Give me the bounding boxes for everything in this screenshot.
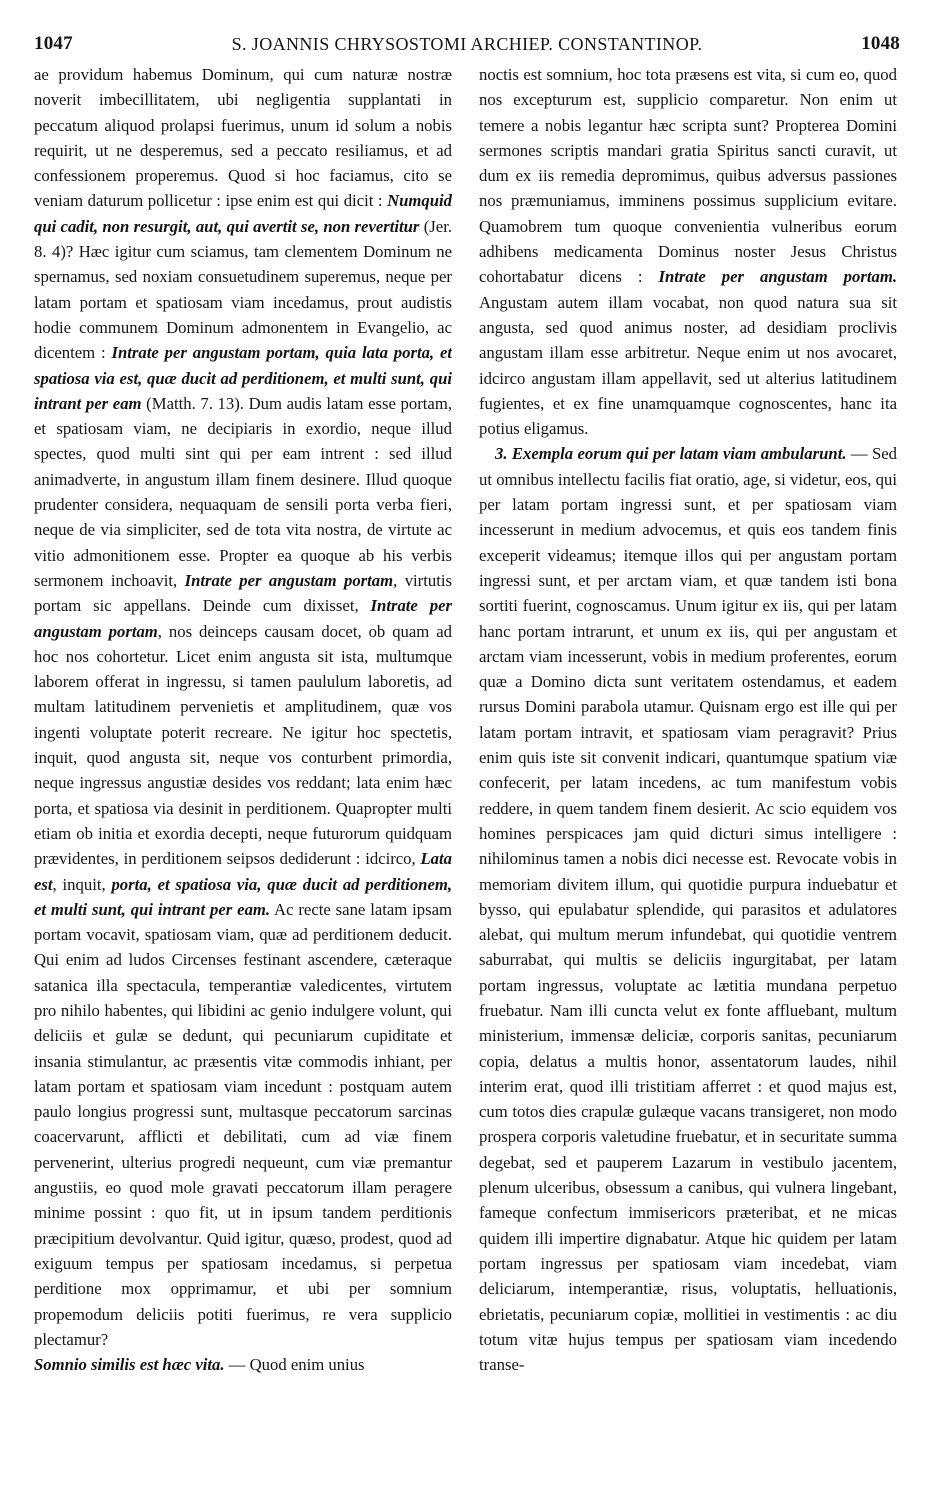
text-run: Angustam autem illam vocabat, non quod natura sua sit angusta, sed quod animus noster, ad desidiam proclivis angustam illam esse arbitretur. Neque enim ut nos avocaret, idcirco angustam illam appellavit, sed ut alterius latitudinem fugientes, et ex fine unamquamque cognoscentes, hanc ita potius eligamus.	[479, 292, 897, 439]
text-run: (Matth. 7. 13). Dum audis latam esse portam, et spatiosam viam, ne decipiaris in exordio, neque illud spectes, quod multi sint qui per eam intrent : sed illud animadverte, in angustum illam finem desinere. Illud quoque prudenter considera, nequaquam de sensili porta verba fieri, neque de via simpliciter, sed de tota vita nostra, de virtute ac vitio admonitionem esse. Propter ea quoque ab his verbis sermonem inchoavit,	[34, 393, 452, 590]
text-run: — Sed ut omnibus intellectu facilis fiat oratio, age, si videtur, eos, qui per latam portam ingressi sunt, et per spatiosam viam incesserunt in medium advocemus, et quis eos tandem finis exceperit videamus; itemque illos qui per angustam portam ingressi sunt, et per arctam viam, et quæ tandem isti bona sortiti fuerint, cognoscamus. Unum igitur ex iis, qui per latam hanc portam intrarunt, et unum ex iis, qui per angustam et arctam viam incesserunt, vobis in medium proferentes, eorum quæ a Domino dicta sunt veritatem ostendamus, et eadem rursus Domini parabola utamur. Quisnam ergo est ille qui per latam portam intravit, et spatiosam viam peragravit? Prius enim quis iste sit convenit indicari, quantumque spatium viæ confecerit, per latam incedens, ac tum manifestum vobis reddere, in quem tandem finem desierit. Ac scio equidem vos homines perspicaces jam quid dicturi simus intelligere : nihilominus tamen a nobis dici necesse est. Revocate vobis in memoriam divitem illum, qui quotidie purpura induebatur et bysso, qui epulabatur splendide, qui parasitos et adulatores alebat, qui multum merum infundebat, qui quotidie ventrem saburrabat, qui multis se deliciis ingurgitabat, per latam portam ingressus, voluptate ac lætitia mundana perpetuo fruebatur. Nam illi cuncta velut ex fonte affluebant, multum ministerium, immensæ deliciæ, corporis sanitas, pecuniarum copia, delatus a multis honor, assentatorum laudes, nihil interim erat, quod illi tristitiam afferret : et quod majus est, cum totos dies crapulæ gulæque vacans transigeret, non modo prospera corporis valetudine fruebatur, et in securitate summa degebat, sed et pauperem Lazarum in vestibulo jacentem, plenum ulceribus, obsessum a canibus, qui vulnera lingebant, fameque confectum immisericors præteribat, et ne micas quidem illi impertire dignabatur. Atque hic quidem per latam portam ingressus per spatiosam viam incedebat, viam deliciarum, intemperantiæ, risus, voluptatis, helluationis, ebrietatis, pecuniarum copiæ, mollitiei in vestimentis : ac diu totum vitæ hujus tempus per spatiosam viam incedendo transe-	[479, 444, 897, 1375]
section-heading: Somnio similis est hæc vita.	[34, 1355, 225, 1375]
left-paragraph-1	[34, 62, 452, 1352]
running-title: S. JOANNIS CHRYSOSTOMI ARCHIEP. CONSTANTINOP.	[231, 33, 703, 54]
scripture-quote: Intrate per angustam portam	[34, 596, 452, 641]
right-paragraph-2	[479, 441, 897, 1377]
scripture-quote: Intrate per angustam portam.	[658, 267, 897, 287]
text-run: Ac recte sane latam ipsam portam vocavit, spatiosam viam, quæ ad perditionem deducit. Qui enim ad ludos Circenses festinant ascendere, cæteraque satanica illa spectacula, temperantiæ valedicentes, virtutem pro nihilo habentes, qui libidini ac genio indulgere volunt, qui deliciis et gulæ se dedunt, qui pecuniarum cupiditate et insania stimulantur, ac præsentis vitæ commodis inhiant, per latam portam et spatiosam viam incedunt : postquam autem paulo longius progressi sunt, multasque peccatorum sarcinas coacervarunt, afflicti et debilitati, cum ad viæ finem pervenerint, ulterius progredi nequeunt, cum viæ premantur angustiis, eo quod mole gravati peccatorum illam peragere minime possint : quo fit, ut in ipsum tandem perditionis præcipitium devolvantur. Quid igitur, quæso, prodest, quod ad exiguum tempus per spatiosam incedamus, si perpetua perditione mox opprimamur, et ubi per somnium propemodum deliciis potiti fuerimus, re vera supplicio plectamur?	[34, 899, 452, 1349]
left-column	[34, 62, 452, 1494]
left-paragraph-2	[34, 1352, 452, 1377]
right-column	[479, 62, 897, 1494]
text-run: noctis est somnium, hoc tota præsens est vita, si cum eo, quod nos excepturum est, supplicio comparetur. Non enim ut temere a nobis legantur hæc scripta sunt? Propterea Domini sermones scriptis mandari gratia Spiritus sancti curavit, ut dum ex iis remedia depromimus, quibus adversus passiones nos præmuniamus, imminens possimus supplicium evitare. Quamobrem tum quoque convenientia vulneribus eorum adhibens medicamenta Dominus noster Jesus Christus cohortabatur dicens :	[479, 65, 897, 287]
text-run: ae providum habemus Dominum, qui cum naturæ nostræ noverit imbecillitatem, ubi negligentia supplantati in peccatum aliquod prolapsi fuerimus, unum id solum a nobis requirit, ut ne desperemus, sed a peccato resiliamus, et ad confessionem properemus. Quod si hoc faciamus, cito se veniam daturum pollicetur : ipse enim est qui dicit :	[34, 65, 452, 211]
right-paragraph-1	[479, 62, 897, 441]
section-heading: 3. Exempla eorum qui per latam viam ambularunt.	[495, 444, 847, 464]
scripture-quote: porta, et spatiosa via, quæ ducit ad perditionem, et multi sunt, qui intrant per eam.	[34, 874, 452, 919]
text-run: , virtutis portam sic appellans. Deinde cum dixisset,	[34, 570, 452, 616]
page-number-right: 1048	[861, 33, 900, 54]
scripture-quote: Numquid qui cadit, non resurgit, aut, qui avertit se, non revertitur	[34, 191, 452, 236]
scripture-quote: Intrate per angustam portam	[184, 570, 394, 590]
text-run: — Quod enim unius	[224, 1355, 365, 1375]
scripture-quote: Lata est	[34, 849, 452, 894]
text-run: (Jer. 8. 4)? Hæc igitur cum sciamus, tam clementem Dominum ne spernamus, sed noxiam consuetudinem superemus, neque per latam portam et spatiosam viam incedamus, prout audistis hodie communem Dominum admonentem in Evangelio, ac dicentem :	[34, 216, 452, 363]
scripture-quote: Intrate per angustam portam, quia lata porta, et spatiosa via est, quæ ducit ad perditionem, et multi sunt, qui intrant per eam	[34, 343, 452, 413]
page-number-left: 1047	[34, 33, 73, 54]
running-header	[34, 30, 900, 58]
text-run: , inquit,	[52, 874, 112, 894]
text-run: , nos deinceps causam docet, ob quam ad hoc nos cohortetur. Licet enim angusta sit ista, multumque laborem offerat in ingressu, si tamen paululum laboretis, ad multam latitudinem pervenietis et amplitudinem, quæ vos ingenti voluptate poterit recreare. Ne igitur hoc spectetis, inquit, quod angusta sit, neque vos conturbent primordia, neque ingressus angustiæ desides vos reddant; lata enim hæc porta, et spatiosa via desinit in perditionem. Quapropter multi etiam ob initia et exordia decepti, neque futurorum quidquam prævidentes, in perditionem seipsos dediderunt : idcirco,	[34, 621, 452, 869]
